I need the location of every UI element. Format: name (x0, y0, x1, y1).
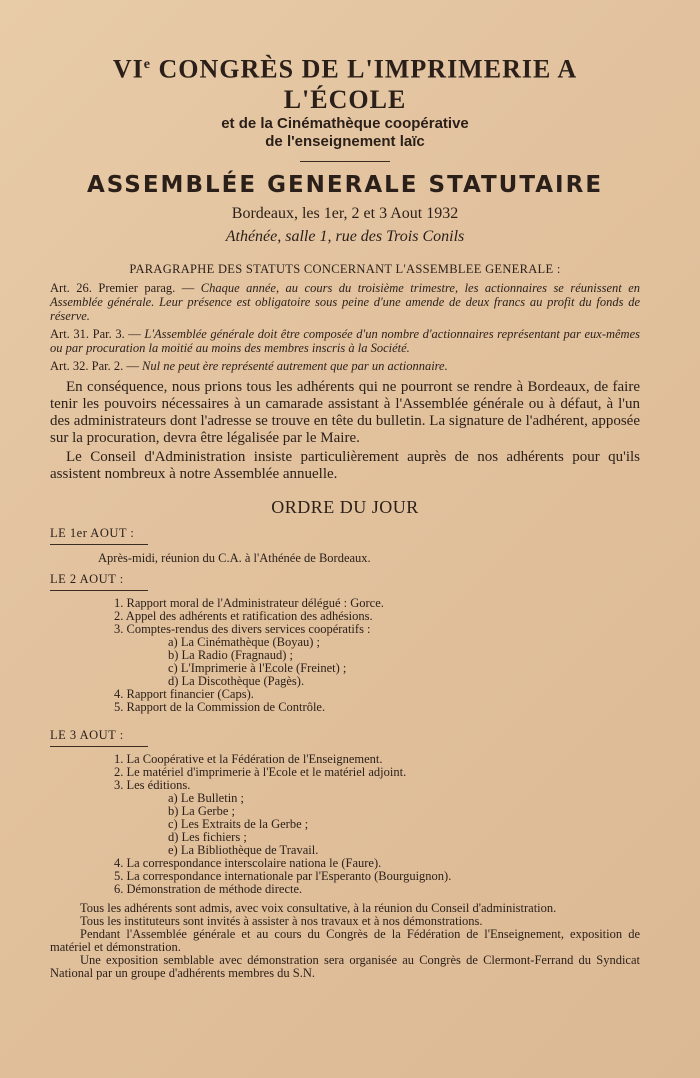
closing-paragraph-3: Pendant l'Assemblée générale et au cours du Congrès de la Fédération de l'Enseignement, exposition de matériel et démonstration. (50, 926, 640, 954)
article-text: Chaque année, au cours du troisième trimestre, les actionnaires se réunissent en Assemblée générale. Leur présence est obligatoire sous peine d'une amende de deux francs au profit du fonds de réserve. (50, 280, 640, 323)
agenda-subitem: a) La Cinémathèque (Boyau) ; (168, 634, 321, 649)
agenda-subitem: c) Les Extraits de la Gerbe ; (168, 816, 309, 831)
article-26 (50, 281, 640, 323)
day-label: LE 2 AOUT : (50, 571, 124, 586)
article-text: L'Assemblée générale doit être composée d'un nombre d'actionnaires représentant par eux-mêmes ou par procuration la moitié au moins des membres inscris à la Société. (50, 326, 641, 355)
article-31 (50, 327, 640, 355)
closing-paragraph-4: Une exposition semblable avec démonstration sera organisée au Congrès de Clermont-Ferrand du Syndicat National par un groupe d'adhérents membres du S.N. (50, 952, 640, 980)
agenda-subitem: c) L'Imprimerie à l'Ecole (Freinet) ; (168, 660, 347, 675)
body-paragraph-2: Le Conseil d'Administration insiste particulièrement auprès de nos adhérents pour qu'ils assistent nombreux à notre Assemblée annuelle. (50, 448, 640, 482)
agenda-subitem: d) Les fichiers ; (168, 829, 247, 844)
article-32 (50, 359, 640, 373)
agenda-item: 1. Rapport moral de l'Administrateur délégué : Gorce. (114, 595, 384, 610)
day-label: LE 3 AOUT : (50, 727, 124, 742)
article-label: Art. 31. Par. 3. — (50, 326, 145, 341)
venue: Athénée, salle 1, rue des Trois Conils (225, 227, 465, 245)
subtitle-1: et de la Cinémathèque coopérative (221, 114, 469, 132)
agenda-item: 4. La correspondance interscolaire nationa le (Faure). (114, 855, 382, 870)
agenda-item: 6. Démonstration de méthode directe. (114, 881, 303, 896)
closing-paragraph-2: Tous les instituteurs sont invités à assister à nos travaux et à nos démonstrations. (80, 913, 483, 928)
subtitle-2: de l'enseignement laïc (265, 132, 425, 150)
title-divider (300, 161, 390, 162)
agenda-item: 1. La Coopérative et la Fédération de l'Enseignement. (114, 751, 383, 766)
article-label: Art. 32. Par. 2. — (50, 358, 143, 373)
agenda-item: Après-midi, réunion du C.A. à l'Athénée de Bordeaux. (98, 550, 371, 565)
agenda-item: 5. La correspondance internationale par l'Esperanto (Bourguignon). (114, 868, 452, 883)
congress-title (50, 50, 640, 115)
article-label: Art. 26. Premier parag. — (50, 280, 201, 295)
agenda-subitem: e) La Bibliothèque de Travail. (168, 842, 319, 857)
agenda-item: 2. Appel des adhérents et ratification des adhésions. (114, 608, 373, 623)
congress-title-text: CONGRÈS DE L'IMPRIMERIE A L'ÉCOLE (150, 54, 578, 114)
agenda-item: 4. Rapport financier (Caps). (114, 686, 254, 701)
agenda-item: 2. Le matériel d'imprimerie à l'Ecole et le matériel adjoint. (114, 764, 407, 779)
day-label: LE 1er AOUT : (50, 525, 135, 540)
agenda-title: ORDRE DU JOUR (271, 496, 419, 517)
agenda-day-2 (50, 572, 640, 714)
agenda-subitem: d) La Discothèque (Pagès). (168, 673, 305, 688)
agenda-subitem: b) La Radio (Fragnaud) ; (168, 647, 293, 662)
agenda-item: 3. Comptes-rendus des divers services coopératifs : (114, 621, 371, 636)
statutes-heading: PARAGRAPHE DES STATUTS CONCERNANT L'ASSEMBLEE GENERALE : (129, 261, 561, 276)
congress-sup: e (143, 57, 151, 72)
day-underline (50, 544, 148, 545)
congress-prefix: VI (112, 54, 144, 84)
agenda-day-3 (50, 728, 640, 896)
dateline: Bordeaux, les 1er, 2 et 3 Aout 1932 (231, 204, 459, 222)
agenda-item: 3. Les éditions. (114, 777, 191, 792)
article-text: Nul ne peut ère représenté autrement que par un actionnaire. (142, 358, 448, 373)
closing-paragraph-1: Tous les adhérents sont admis, avec voix consultative, à la réunion du Conseil d'administration. (80, 900, 557, 915)
day-underline (50, 590, 148, 591)
agenda-subitem: b) La Gerbe ; (168, 803, 235, 818)
day-underline (50, 746, 148, 747)
body-paragraph-1: En conséquence, nous prions tous les adhérents qui ne pourront se rendre à Bordeaux, de faire tenir les pouvoirs nécessaires à un camarade assistant à l'Assemblée générale ou à défaut, à l'un des administrateurs dont l'adresse se trouve en tête du bulletin. La signature de l'adhérent, apposée sur la procuration, devra être légalisée par le Maire. (50, 378, 640, 446)
assembly-title: ASSEMBLÉE GENERALE STATUTAIRE (86, 171, 604, 198)
agenda-subitem: a) Le Bulletin ; (168, 790, 245, 805)
agenda-day-1 (50, 526, 640, 566)
agenda-item: 5. Rapport de la Commission de Contrôle. (114, 699, 326, 714)
